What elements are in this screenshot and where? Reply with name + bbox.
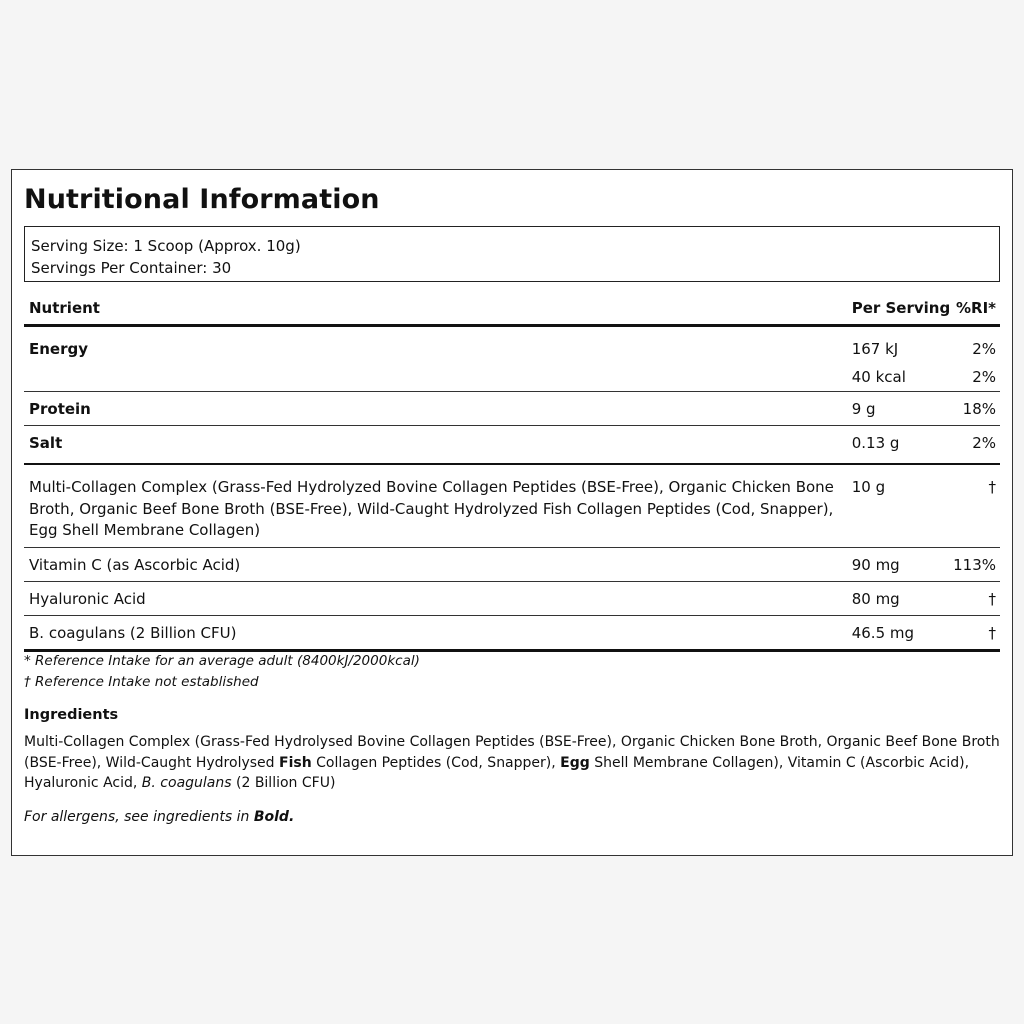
hyaluronic-ri: † <box>953 581 1000 615</box>
ingredients-part-3: Shell Membrane Collagen), Vitamin C (Ascorbic Acid), Hyaluronic Acid, <box>24 754 970 791</box>
coagulans-value: 46.5 mg <box>852 615 953 650</box>
nutrient-name-vitamin-c: Vitamin C (as Ascorbic Acid) <box>24 547 852 581</box>
table-header-row <box>24 291 1000 326</box>
table-row-vitamin-c <box>24 547 1000 581</box>
nutrient-name-hyaluronic: Hyaluronic Acid <box>24 581 852 615</box>
header-per-serving: Per Serving <box>851 298 951 317</box>
header-ri: %RI* <box>955 298 996 317</box>
table-row-collagen <box>24 464 1000 547</box>
vitamin-c-ri: 113% <box>953 547 1000 581</box>
ingredients-text <box>24 732 1000 794</box>
ingredients-part-4: (2 Billion CFU) <box>231 775 336 791</box>
footnote-not-established: † Reference Intake not established <box>24 674 259 690</box>
ingredients-heading: Ingredients <box>24 707 119 723</box>
allergen-note-text: For allergens, see ingredients in <box>24 809 254 825</box>
energy-kcal-value: 40 kcal <box>851 368 906 386</box>
energy-kcal-ri: 2% <box>972 368 996 386</box>
ingredients-part-2: Collagen Peptides (Cod, Snapper), <box>311 754 561 771</box>
hyaluronic-value: 80 mg <box>852 581 953 615</box>
salt-ri: 2% <box>953 426 1000 465</box>
footnotes <box>24 651 420 693</box>
allergen-note <box>24 809 294 825</box>
header-nutrient: Nutrient <box>29 298 100 317</box>
table-row-salt <box>24 426 1000 465</box>
ingredients-allergen-egg: Egg <box>560 754 590 771</box>
table-row-energy-kcal <box>24 358 1000 392</box>
allergen-note-bold: Bold. <box>253 809 295 825</box>
ingredients-part-1: Multi-Collagen Complex (Grass-Fed Hydrolysed Bovine Collagen Peptides (BSE-Free), Organic Chicken Bone Broth, Organic Beef Bone Broth (BSE-Free), Wild-Caught Hydrolysed <box>24 734 1000 771</box>
footnote-ri: * Reference Intake for an average adult (8400kJ/2000kcal) <box>24 653 420 669</box>
protein-ri: 18% <box>953 392 1000 426</box>
vitamin-c-value: 90 mg <box>852 547 953 581</box>
collagen-ri: † <box>953 464 1000 547</box>
table-row-energy-kj <box>24 326 1000 359</box>
nutrient-name-energy: Energy <box>29 340 89 358</box>
table-row-protein <box>24 392 1000 426</box>
coagulans-ri: † <box>953 615 1000 650</box>
nutrition-label <box>11 169 1013 856</box>
serving-info-box <box>24 226 1000 282</box>
servings-per-container: Servings Per Container: 30 <box>31 259 232 277</box>
nutrient-name-collagen: Multi-Collagen Complex (Grass-Fed Hydrolyzed Bovine Collagen Peptides (BSE-Free), Organic Chicken Bone Broth, Organic Beef Bone Broth (BSE-Free), Wild-Caught Hydrolyzed Fish Collagen Peptides (Cod, Snapper), Egg Shell Membrane Collagen) <box>24 464 852 547</box>
nutrient-name-protein: Protein <box>24 392 852 426</box>
salt-value: 0.13 g <box>852 426 953 465</box>
ingredients-allergen-fish: Fish <box>279 754 312 771</box>
table-row-coagulans <box>24 615 1000 650</box>
page-title: Nutritional Information <box>24 184 380 215</box>
collagen-value: 10 g <box>852 464 953 547</box>
protein-value: 9 g <box>852 392 953 426</box>
serving-size: Serving Size: 1 Scoop (Approx. 10g) <box>31 237 301 255</box>
table-row-hyaluronic <box>24 581 1000 615</box>
energy-kj-ri: 2% <box>972 340 996 358</box>
nutrition-table <box>24 291 1000 652</box>
nutrient-name-salt: Salt <box>24 426 852 465</box>
energy-kj-value: 167 kJ <box>851 340 899 358</box>
ingredients-italic-coagulans: B. coagulans <box>141 775 232 791</box>
nutrient-name-coagulans: B. coagulans (2 Billion CFU) <box>24 615 852 650</box>
